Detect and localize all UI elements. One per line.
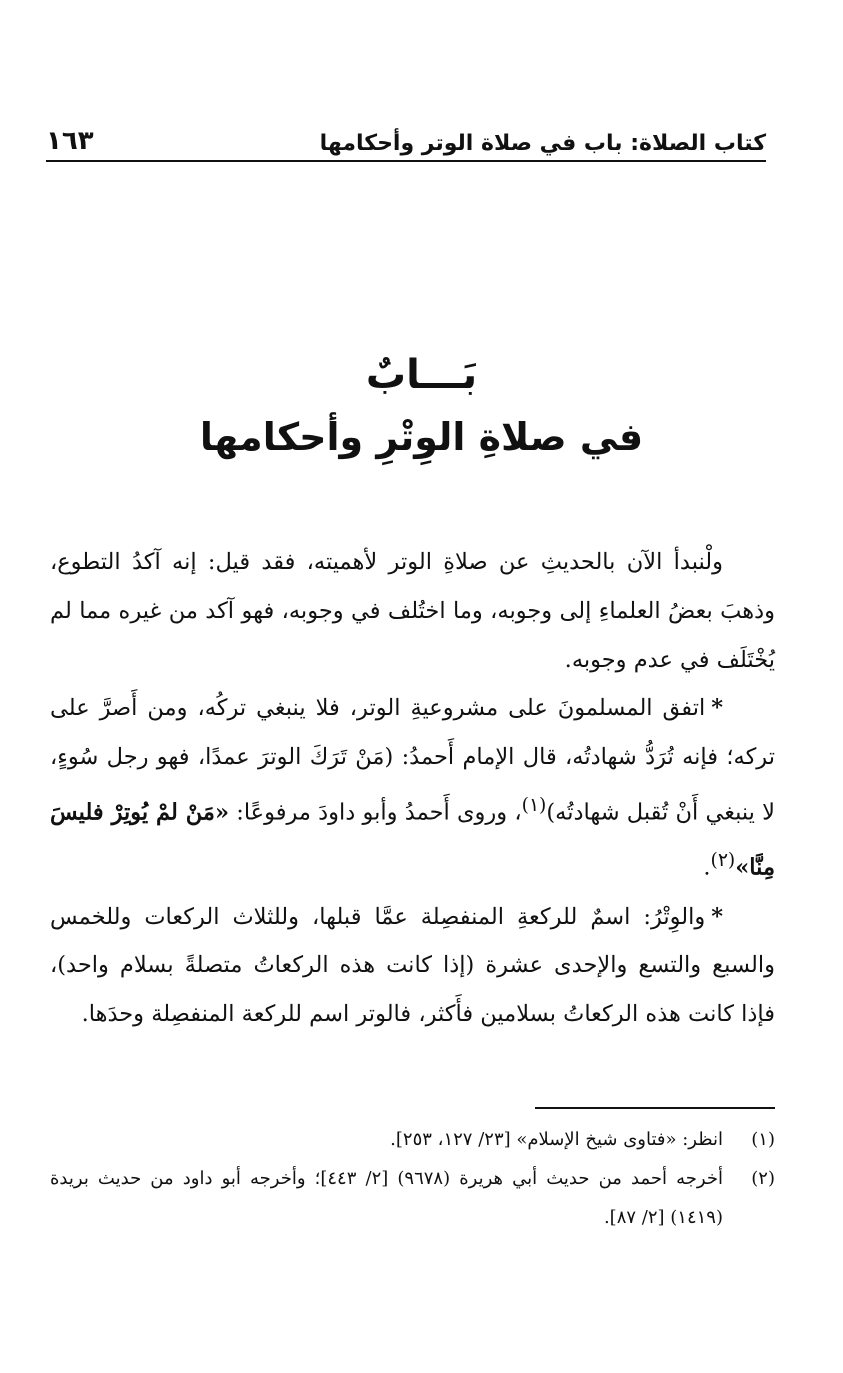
footnote-1	[50, 1120, 775, 1159]
footnote-text: انظر: «فتاوى شيخ الإسلام» [٢٣/ ١٢٧، ٢٥٣].	[390, 1129, 723, 1150]
page-number: ١٦٣	[46, 126, 94, 156]
running-header	[46, 122, 766, 156]
paragraph-witr-legitimacy	[50, 684, 775, 892]
chapter-title: في صلاةِ الوِتْرِ وأحكامها	[199, 415, 644, 459]
header-rule	[46, 160, 766, 162]
paragraph-witr-definition	[50, 893, 775, 1039]
footnote-number: (٢)	[751, 1168, 775, 1189]
footnote-text: أخرجه أحمد من حديث أبي هريرة (٩٦٧٨) [٢/ ٤٤٣]؛ وأخرجه أبو داود من حديث بريدة (١٤١٩) [٢/ ٨٧].	[50, 1168, 723, 1228]
chapter-word: بَـــابٌ	[365, 352, 478, 398]
footnote-2	[50, 1159, 775, 1237]
footnote-number: (١)	[751, 1129, 775, 1150]
footnote-ref-1[interactable]: (١)	[521, 794, 547, 816]
paragraph-text: والوِتْرُ: اسمٌ للركعةِ المنفصِلة عمَّا قبلها، وللثلاث الركعات وللخمس والسبع والتسع والإحدى عشرة (إذا كانت هذه الركعاتُ متصلةً بسلام واحد)، فإذا كانت هذه الركعاتُ بسلامين فأَكثر، فالوتر اسم للركعة المنفصِلة وحدَها.	[50, 903, 775, 1028]
bullet-star: *	[711, 695, 723, 722]
running-header-title: كتاب الصلاة: باب في صلاة الوتر وأحكامها	[319, 131, 766, 156]
paragraph-text: ، وروى أَحمدُ وأبو داودَ مرفوعًا:	[236, 799, 522, 826]
body-text	[50, 538, 775, 1039]
footnotes	[50, 1120, 775, 1237]
footnote-ref-2[interactable]: (٢)	[710, 850, 736, 872]
bullet-star: *	[711, 903, 723, 930]
hadith-quote: «مَنْ لمْ يُوتِرْ فليسَ مِنَّا»	[50, 799, 775, 881]
paragraph-text: .	[703, 854, 711, 881]
paragraph-text: اتفق المسلمونَ على مشروعيةِ الوتر، فلا ينبغي تركُه، ومن أَصرَّ على تركه؛ فإنه تُرَدُّ شهادتُه، قال الإمام أَحمدُ: (مَنْ تَرَكَ الوترَ عمدًا، فهو رجل سُوءٍ، لا ينبغي أَنْ تُقبل شهادتُه)	[50, 695, 775, 826]
footnote-rule	[535, 1107, 775, 1109]
intro-paragraph: ولْنبدأ الآن بالحديثِ عن صلاةِ الوتر لأهميته، فقد قيل: إنه آكدُ التطوع، وذهبَ بعضُ العلماءِ إلى وجوبه، وما اختُلف في وجوبه، فهو آكد من غيره مما لم يُخْتَلَف في عدم وجوبه.	[50, 549, 775, 673]
